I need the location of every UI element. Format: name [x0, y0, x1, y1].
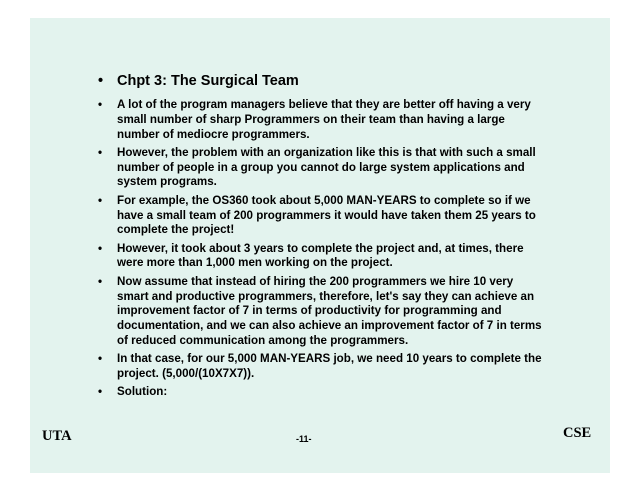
bullet-text: Solution: — [117, 385, 168, 399]
bullet-text: In that case, for our 5,000 MAN-YEARS job, we need 10 years to complete the project. (5,000/(10X7X7)). — [117, 352, 542, 381]
bullet-item — [98, 146, 548, 190]
slide-title-text: Chpt 3: The Surgical Team — [117, 73, 299, 89]
bullet-icon: • — [98, 145, 103, 159]
bullet-item — [98, 352, 548, 382]
bullet-icon: • — [98, 385, 103, 399]
bullet-icon: • — [98, 274, 103, 288]
footer-right-label: CSE — [563, 425, 592, 441]
bullet-icon: • — [98, 73, 104, 89]
bullet-icon: • — [98, 241, 103, 255]
bullet-text: For example, the OS360 took about 5,000 MAN-YEARS to complete so if we have a small team of 200 programmers it would have taken them 25 years to complete the project! — [117, 193, 536, 237]
bullet-item — [98, 385, 548, 400]
bullet-item — [98, 242, 548, 272]
bullet-item — [98, 275, 548, 349]
bullet-list — [98, 73, 548, 404]
footer-left-label: UTA — [42, 428, 72, 444]
bullet-icon: • — [98, 98, 103, 111]
bullet-item — [98, 98, 548, 142]
bullet-text: However, the problem with an organization like this is that with such a small number of people in a group you cannot do large system applications and system programs. — [117, 145, 536, 189]
slide-title — [98, 73, 548, 90]
page-number: -11- — [296, 434, 312, 444]
bullet-item — [98, 194, 548, 238]
bullet-text: However, it took about 3 years to complete the project and, at times, there were more than 1,000 men working on the project. — [117, 241, 524, 270]
bullet-icon: • — [98, 193, 103, 207]
bullet-text: Now assume that instead of hiring the 200 programmers we hire 10 very smart and productive programmers, therefore, let's say they can achieve an improvement factor of 7 in terms of productivity for programming and documentation, and we can also achieve an improvement factor of 7 in terms of reduced communication among the programmers. — [117, 274, 542, 347]
bullet-text: A lot of the program managers believe that they are better off having a very small number of sharp Programmers on their team than having a large number of mediocre programmers. — [117, 98, 531, 141]
bullet-icon: • — [98, 352, 103, 366]
